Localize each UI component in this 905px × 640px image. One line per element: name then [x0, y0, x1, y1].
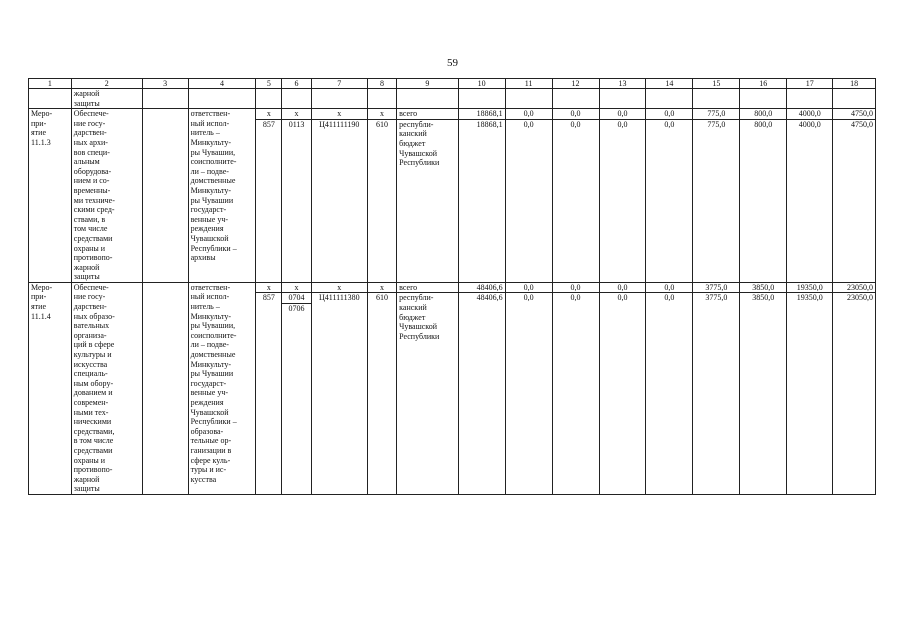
header-cell: 7 — [311, 79, 367, 89]
header-cell: 2 — [71, 79, 142, 89]
header-cell: 13 — [599, 79, 646, 89]
value-cell: 3775,0 3775,0 — [693, 282, 740, 494]
vr-cell: x 610 — [367, 282, 396, 494]
vr-cell: x 610 — [367, 109, 396, 283]
cell — [458, 89, 505, 109]
value-cell: 23050,0 23050,0 — [833, 282, 876, 494]
csr-cell: x Ц411111380 — [311, 282, 367, 494]
cell — [142, 282, 188, 494]
value-cell: 800,0 800,0 — [740, 109, 787, 283]
header-cell: 6 — [282, 79, 311, 89]
carry-over-text: жарной защиты — [71, 89, 142, 109]
source-cell: всего республи- канский бюджет Чувашской Республики — [397, 282, 459, 494]
header-cell: 10 — [458, 79, 505, 89]
header-row — [29, 79, 876, 89]
grbs-cell: x 857 — [256, 282, 282, 494]
value-cell: 3850,0 3850,0 — [740, 282, 787, 494]
rzpr-cell: x 0113 — [282, 109, 311, 283]
source-cell: всего республи- канский бюджет Чувашской Республики — [397, 109, 459, 283]
header-cell: 11 — [505, 79, 552, 89]
cell — [311, 89, 367, 109]
header-cell: 15 — [693, 79, 740, 89]
executor-text: ответствен- ный испол- нитель – Минкульту- ры Чувашии, соисполните- ли – подве- домственные Минкульту- ры Чувашии государст- венные уч- реждения Чувашской Республики – архивы — [188, 109, 256, 283]
header-cell: 5 — [256, 79, 282, 89]
carry-over-row — [29, 89, 876, 109]
value-cell: 4750,0 4750,0 — [833, 109, 876, 283]
value-cell: 48406,6 48406,6 — [458, 282, 505, 494]
header-cell: 1 — [29, 79, 72, 89]
measure-number: Меро- при- ятие 11.1.3 — [29, 109, 72, 283]
value-cell: 0,0 0,0 — [599, 282, 646, 494]
value-cell: 18868,1 18868,1 — [458, 109, 505, 283]
executor-text: ответствен- ный испол- нитель – Минкульту- ры Чувашии, соисполните- ли – подве- домственные Минкульту- ры Чувашии государст- венные уч- реждения Чувашской Республики – образова- тельные ор- ганизации в сфере куль- туры и ис- кусства — [188, 282, 256, 494]
cell — [740, 89, 787, 109]
cell — [142, 109, 188, 283]
cell — [552, 89, 599, 109]
header-cell: 4 — [188, 79, 256, 89]
cell — [646, 89, 693, 109]
cell — [693, 89, 740, 109]
cell — [599, 89, 646, 109]
page-number: 59 — [447, 57, 458, 69]
cell — [787, 89, 833, 109]
cell — [833, 89, 876, 109]
budget-table — [28, 78, 876, 495]
cell — [29, 89, 72, 109]
value-cell: 19350,0 19350,0 — [787, 282, 833, 494]
header-cell: 14 — [646, 79, 693, 89]
header-cell: 17 — [787, 79, 833, 89]
header-cell: 9 — [397, 79, 459, 89]
cell — [282, 89, 311, 109]
header-cell: 18 — [833, 79, 876, 89]
cell — [397, 89, 459, 109]
value-cell: 0,0 0,0 — [505, 109, 552, 283]
value-cell: 0,0 0,0 — [505, 282, 552, 494]
value-cell: 775,0 775,0 — [693, 109, 740, 283]
measure-description: Обеспече- ние госу- дарствен- ных архи- вов специ- альным оборудова- нием и со- временны- ми техниче- скими сред- ствами, в том числе средствами охраны и противопо- жарной защиты — [71, 109, 142, 283]
table-row — [29, 109, 876, 283]
header-cell: 3 — [142, 79, 188, 89]
cell — [367, 89, 396, 109]
measure-description: Обеспече- ние госу- дарствен- ных образо- вательных организа- ций в сфере культуры и искусства специаль- ным обору- дованием и современ- ными тех- ническими средствами, в том числе средствами охраны и противопо- жарной защиты — [71, 282, 142, 494]
value-cell: 0,0 0,0 — [599, 109, 646, 283]
cell — [142, 89, 188, 109]
rzpr-cell: x 0704 0706 — [282, 282, 311, 494]
table-row — [29, 282, 876, 494]
header-cell: 8 — [367, 79, 396, 89]
header-cell: 12 — [552, 79, 599, 89]
cell — [256, 89, 282, 109]
grbs-cell: x 857 — [256, 109, 282, 283]
header-cell: 16 — [740, 79, 787, 89]
measure-number: Меро- при- ятие 11.1.4 — [29, 282, 72, 494]
cell — [505, 89, 552, 109]
value-cell: 0,0 0,0 — [646, 282, 693, 494]
value-cell: 0,0 0,0 — [646, 109, 693, 283]
value-cell: 0,0 0,0 — [552, 109, 599, 283]
value-cell: 0,0 0,0 — [552, 282, 599, 494]
csr-cell: x Ц411111190 — [311, 109, 367, 283]
value-cell: 4000,0 4000,0 — [787, 109, 833, 283]
cell — [188, 89, 256, 109]
